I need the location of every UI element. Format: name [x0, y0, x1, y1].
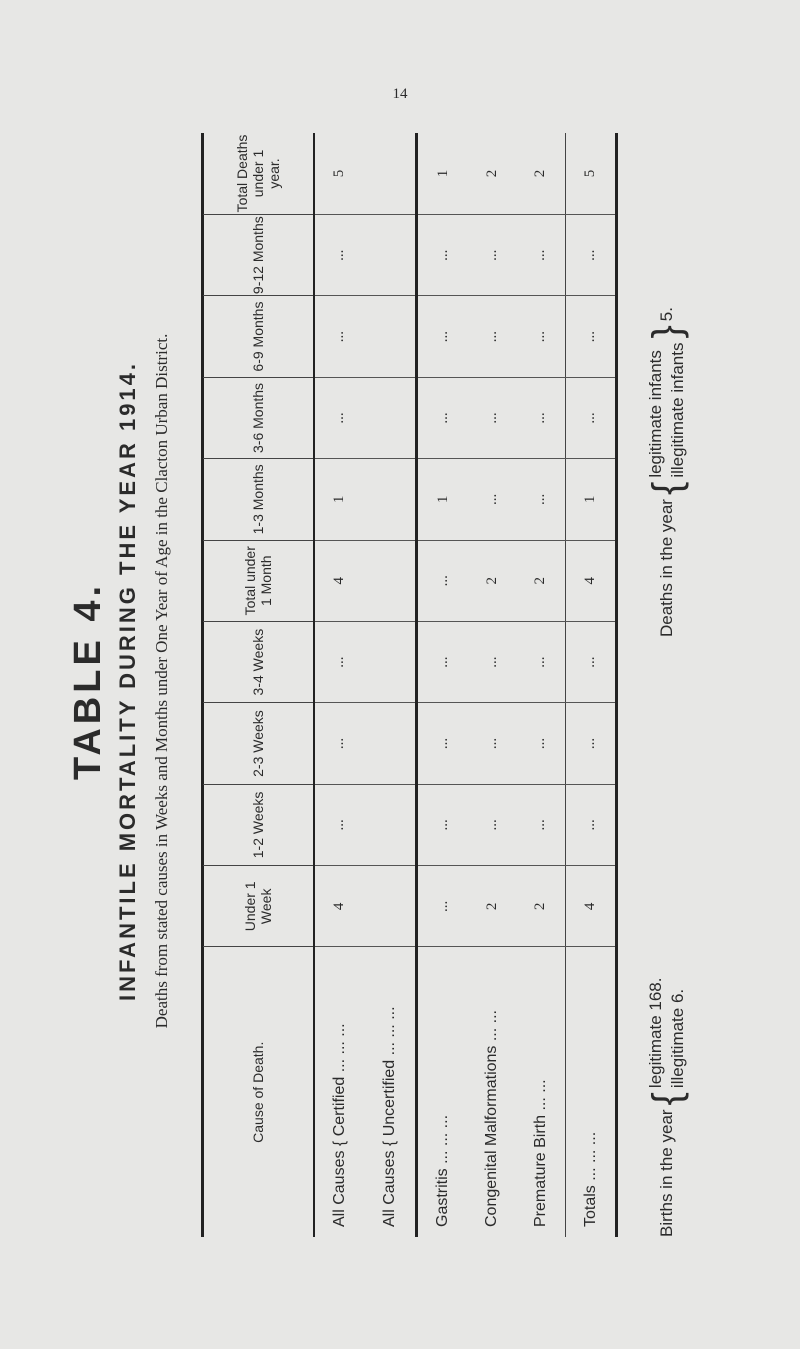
column-header: Under 1 Week	[203, 866, 314, 947]
value-cell: ...	[516, 621, 565, 702]
value-cell: ...	[566, 214, 615, 295]
column-header: 9-12 Months	[203, 214, 314, 295]
value-cell: ...	[468, 214, 516, 295]
value-cell: ...	[417, 296, 469, 377]
table-row	[516, 133, 565, 1237]
value-cell	[365, 296, 417, 377]
value-cell: ...	[417, 540, 469, 621]
value-cell: ...	[468, 296, 516, 377]
value-cell: ...	[566, 377, 615, 458]
table-title: INFANTILE MORTALITY DURING THE YEAR 1914.	[115, 360, 140, 1002]
value-cell: 1	[314, 459, 365, 540]
value-cell: ...	[516, 459, 565, 540]
right-brace-icon: }	[645, 325, 689, 339]
value-cell: 4	[314, 866, 365, 947]
value-cell: ...	[314, 703, 365, 784]
value-cell: 4	[314, 540, 365, 621]
value-cell: ...	[468, 621, 516, 702]
table-description: Deaths from stated causes in Weeks and Months under One Year of Age in the Clacton Urban District.	[152, 333, 171, 1029]
table-row	[365, 133, 417, 1237]
value-cell: 2	[468, 540, 516, 621]
table-row	[314, 133, 365, 1237]
title-block	[65, 61, 195, 1301]
table-label: TABLE 4.	[67, 581, 109, 781]
value-cell: 2	[516, 540, 565, 621]
column-header: Cause of Death.	[203, 947, 314, 1237]
value-cell: 2	[483, 169, 500, 178]
footer-notes	[645, 133, 715, 1237]
value-cell	[365, 866, 417, 947]
value-cell: ...	[314, 784, 365, 865]
deaths-total: 5.	[657, 307, 676, 322]
value-cell: ...	[314, 377, 365, 458]
value-cell	[365, 621, 417, 702]
value-cell: 4	[566, 866, 615, 947]
value-cell	[365, 377, 417, 458]
value-cell	[365, 784, 417, 865]
value-cell: ...	[516, 703, 565, 784]
column-header: 3-6 Months	[203, 377, 314, 458]
value-cell: ...	[314, 621, 365, 702]
cause-cell: All Causes { Certified ... ... ...	[314, 947, 365, 1237]
cause-cell: Gastritis ... ... ...	[417, 947, 469, 1237]
header-row	[203, 133, 314, 1237]
value-cell: ...	[417, 866, 469, 947]
deaths-note	[645, 307, 689, 637]
mortality-table	[203, 133, 615, 1237]
value-cell	[365, 133, 417, 214]
value-cell: 5	[331, 169, 348, 178]
value-cell: ...	[468, 459, 516, 540]
value-cell: ...	[566, 784, 615, 865]
value-cell: ...	[417, 377, 469, 458]
deaths-legitimate: legitimate infants	[646, 350, 665, 478]
value-cell: ...	[566, 703, 615, 784]
value-cell	[365, 540, 417, 621]
column-header: 1-3 Months	[203, 459, 314, 540]
births-illegitimate: illegitimate 6.	[668, 988, 687, 1089]
value-cell: ...	[566, 296, 615, 377]
column-header: Total under 1 Month	[203, 540, 314, 621]
left-brace-icon: {	[645, 481, 689, 496]
value-cell: 2	[532, 169, 549, 178]
left-brace-icon: {	[645, 1092, 689, 1106]
births-legitimate: legitimate 168.	[646, 977, 665, 1089]
table-row	[468, 133, 516, 1237]
value-cell	[365, 214, 417, 295]
column-header: 1-2 Weeks	[203, 784, 314, 865]
table-row	[417, 133, 469, 1237]
value-cell	[365, 459, 417, 540]
value-cell: ...	[314, 296, 365, 377]
column-header: 3-4 Weeks	[203, 621, 314, 702]
value-cell: ...	[516, 214, 565, 295]
cause-cell: Premature Birth ... ...	[516, 947, 565, 1237]
cause-cell: Totals ... ... ...	[566, 947, 615, 1237]
value-cell: 1	[417, 133, 469, 214]
value-cell: ...	[468, 703, 516, 784]
value-cell: ...	[566, 621, 615, 702]
value-cell: 5	[566, 133, 615, 214]
column-header: 6-9 Months	[203, 296, 314, 377]
value-cell: ...	[468, 784, 516, 865]
value-cell: 1	[566, 459, 615, 540]
value-cell: 1	[417, 459, 469, 540]
value-cell	[365, 703, 417, 784]
rotated-table-page	[65, 61, 735, 1301]
value-cell: ...	[417, 703, 469, 784]
cause-cell: All Causes { Uncertified ... ... ...	[365, 947, 417, 1237]
value-cell: ...	[417, 214, 469, 295]
cause-cell: Congenital Malformations ... ...	[468, 947, 516, 1237]
table-bottom-rule	[615, 133, 618, 1237]
value-cell: 2	[516, 866, 565, 947]
page-number: 14	[392, 86, 408, 102]
value-cell: 2	[468, 866, 516, 947]
births-label: Births in the year	[657, 1109, 676, 1237]
value-cell: ...	[417, 621, 469, 702]
value-cell: ...	[468, 377, 516, 458]
value-cell: ...	[516, 377, 565, 458]
births-note	[645, 978, 689, 1238]
deaths-illegitimate: illegitimate infants	[668, 342, 687, 478]
value-cell: ...	[314, 214, 365, 295]
value-cell: ...	[516, 784, 565, 865]
value-cell: ...	[516, 296, 565, 377]
deaths-label: Deaths in the year	[657, 499, 676, 637]
value-cell: 4	[566, 540, 615, 621]
value-cell: ...	[417, 784, 469, 865]
column-header: 2-3 Weeks	[203, 703, 314, 784]
table-row-totals	[566, 133, 615, 1237]
column-header: Total Deaths under 1 year.	[203, 133, 314, 214]
